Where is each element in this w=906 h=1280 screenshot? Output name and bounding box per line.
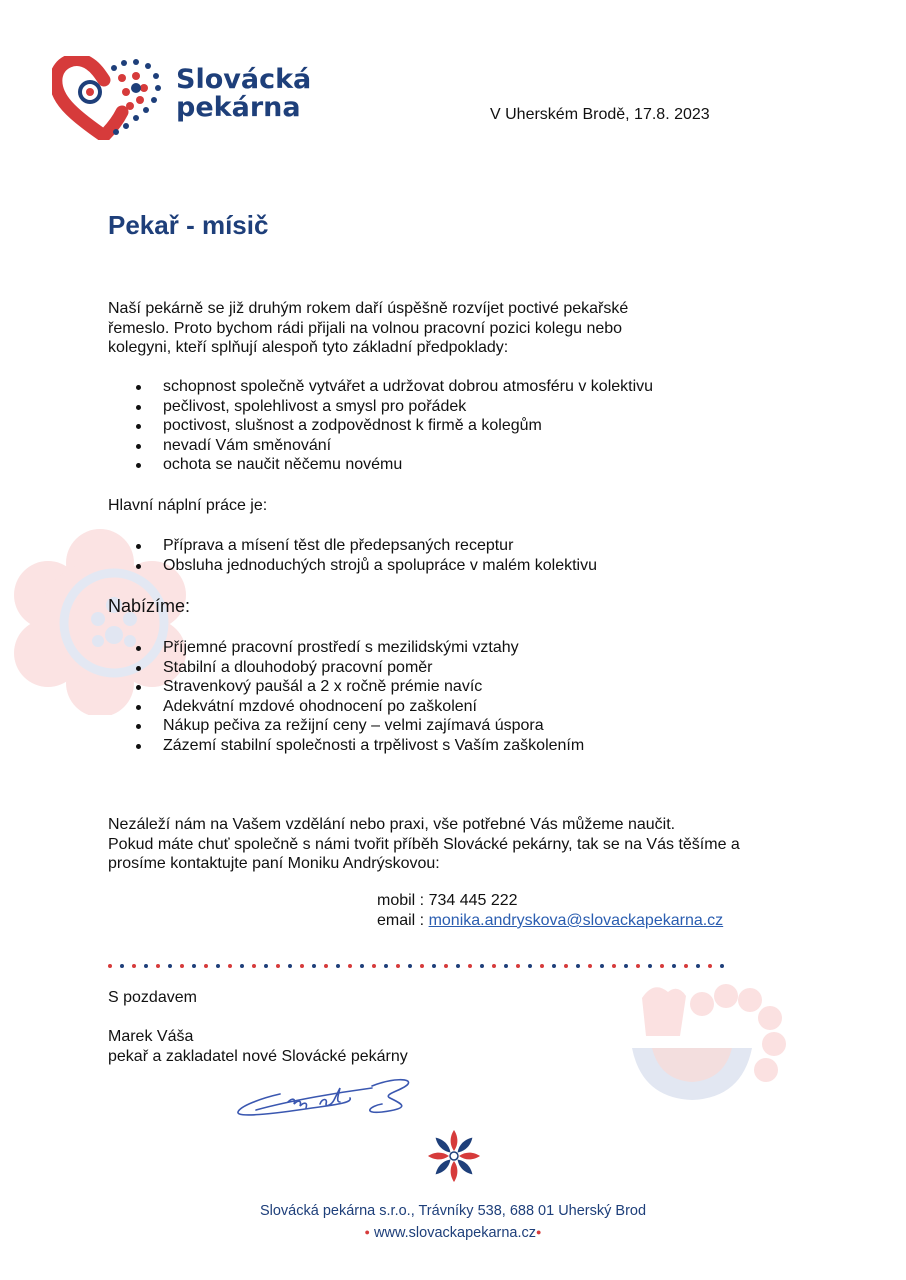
mobile-label: mobil : bbox=[377, 892, 429, 909]
duties-heading: Hlavní náplní práce je: bbox=[108, 497, 268, 514]
closing-line: prosíme kontaktujte paní Moniku Andrýskovou: bbox=[108, 855, 440, 872]
closing-line: Pokud máte chuť společně s námi tvořit příběh Slovácké pekárny, tak se na Vás těšíme a bbox=[108, 835, 740, 853]
divider-dot bbox=[432, 964, 436, 968]
logo-line2: pekárna bbox=[176, 92, 301, 123]
divider-dot bbox=[624, 964, 628, 968]
intro-line: kolegyni, kteří splňují alespoň tyto základní předpoklady: bbox=[108, 339, 509, 356]
list-item: Nákup pečiva za režijní ceny – velmi zajímavá úspora bbox=[108, 716, 584, 736]
divider-dot bbox=[696, 964, 700, 968]
divider-dot bbox=[408, 964, 412, 968]
divider-dot bbox=[252, 964, 256, 968]
divider-dot bbox=[684, 964, 688, 968]
list-item: Obsluha jednoduchých strojů a spolupráce v malém kolektivu bbox=[108, 556, 597, 576]
email-link[interactable]: monika.andryskova@slovackapekarna.cz bbox=[428, 912, 724, 929]
flower-petal bbox=[451, 1130, 458, 1151]
footer-web: www.slovackapekarna.cz bbox=[374, 1225, 537, 1241]
divider-dot bbox=[336, 964, 340, 968]
list-item: poctivost, slušnost a zodpovědnost k firmě a kolegům bbox=[108, 416, 653, 436]
divider-dot bbox=[144, 964, 148, 968]
closing-line: Nezáleží nám na Vašem vzdělání nebo praxi, vše potřebné Vás můžeme naučit. bbox=[108, 816, 676, 833]
divider-dot bbox=[660, 964, 664, 968]
divider-dot bbox=[360, 964, 364, 968]
list-item: ochota se naučit něčemu novému bbox=[108, 455, 653, 475]
divider-dot bbox=[504, 964, 508, 968]
list-item: Příprava a mísení těst dle předepsaných receptur bbox=[108, 536, 597, 556]
flower-ornament-icon bbox=[426, 1128, 482, 1184]
divider-dot bbox=[384, 964, 388, 968]
flower-petal bbox=[455, 1157, 475, 1177]
divider-dot bbox=[372, 964, 376, 968]
email-label: email : bbox=[377, 912, 429, 929]
footer-address: Slovácká pekárna s.r.o., Trávníky 538, 688 01 Uherský Brod bbox=[259, 1203, 647, 1219]
divider-dot bbox=[324, 964, 328, 968]
closing-paragraph bbox=[108, 815, 788, 874]
list-item: nevadí Vám směnování bbox=[108, 436, 653, 456]
flower-petal bbox=[433, 1157, 453, 1177]
list-item: Příjemné pracovní prostředí s mezilidskými vztahy bbox=[108, 638, 584, 658]
logo-heart-icon bbox=[52, 56, 164, 140]
divider-dot bbox=[192, 964, 196, 968]
divider-dot bbox=[444, 964, 448, 968]
divider-dot bbox=[180, 964, 184, 968]
divider-dot bbox=[492, 964, 496, 968]
contact-mobile bbox=[377, 891, 723, 911]
divider-dot bbox=[108, 964, 112, 968]
intro-line: Naší pekárně se již druhým rokem daří úspěšně rozvíjet poctivé pekařské bbox=[108, 300, 629, 317]
signer-title: pekař a zakladatel nové Slovácké pekárny bbox=[108, 1047, 408, 1065]
divider-dot bbox=[564, 964, 568, 968]
divider-dot bbox=[348, 964, 352, 968]
divider-dot bbox=[240, 964, 244, 968]
divider-dot bbox=[216, 964, 220, 968]
requirements-list bbox=[108, 377, 653, 475]
signer-block bbox=[108, 1027, 788, 1066]
divider-dot bbox=[456, 964, 460, 968]
divider-dot bbox=[276, 964, 280, 968]
greeting: S pozdavem bbox=[108, 989, 197, 1006]
divider-dot bbox=[300, 964, 304, 968]
page-title: Pekař - mísič bbox=[108, 210, 269, 240]
footer-dot-right: ● bbox=[536, 1227, 542, 1237]
divider-dot bbox=[420, 964, 424, 968]
handwritten-signature bbox=[232, 1072, 422, 1122]
flower-petal bbox=[451, 1161, 458, 1182]
list-item: Stravenkový paušál a 2 x ročně prémie navíc bbox=[108, 677, 584, 697]
dotted-divider bbox=[108, 962, 728, 970]
signer-name: Marek Váša bbox=[108, 1028, 194, 1045]
duties-list bbox=[108, 536, 597, 575]
divider-dot bbox=[132, 964, 136, 968]
flower-petal bbox=[428, 1153, 449, 1160]
flower-petal bbox=[459, 1153, 480, 1160]
divider-dot bbox=[288, 964, 292, 968]
divider-dot bbox=[228, 964, 232, 968]
divider-dot bbox=[156, 964, 160, 968]
offer-heading: Nabízíme: bbox=[108, 596, 191, 616]
list-item: schopnost společně vytvářet a udržovat dobrou atmosféru v kolektivu bbox=[108, 377, 653, 397]
offers-list bbox=[108, 638, 584, 756]
list-item: Adekvátní mzdové ohodnocení po zaškolení bbox=[108, 697, 584, 717]
divider-dot bbox=[612, 964, 616, 968]
letter-date: V Uherském Brodě, 17.8. 2023 bbox=[490, 106, 710, 123]
divider-dot bbox=[588, 964, 592, 968]
divider-dot bbox=[720, 964, 724, 968]
divider-dot bbox=[168, 964, 172, 968]
divider-dot bbox=[636, 964, 640, 968]
intro-paragraph bbox=[108, 299, 788, 358]
divider-dot bbox=[468, 964, 472, 968]
divider-dot bbox=[516, 964, 520, 968]
list-item: Stabilní a dlouhodobý pracovní poměr bbox=[108, 658, 584, 678]
logo-line1: Slovácká bbox=[176, 64, 312, 95]
divider-dot bbox=[396, 964, 400, 968]
divider-dot bbox=[672, 964, 676, 968]
mobile-number: 734 445 222 bbox=[428, 892, 518, 909]
divider-dot bbox=[264, 964, 268, 968]
divider-dot bbox=[600, 964, 604, 968]
logo-wordmark bbox=[176, 66, 311, 122]
contact-block bbox=[377, 891, 723, 931]
divider-dot bbox=[480, 964, 484, 968]
list-item: Zázemí stabilní společnosti a trpělivost s Vaším zaškolením bbox=[108, 736, 584, 756]
divider-dot bbox=[204, 964, 208, 968]
flower-petal bbox=[455, 1135, 475, 1155]
footer-dot-left: ● bbox=[364, 1227, 370, 1237]
footer-web-row bbox=[0, 1225, 906, 1241]
divider-dot bbox=[648, 964, 652, 968]
divider-dot bbox=[312, 964, 316, 968]
contact-email bbox=[377, 911, 723, 931]
divider-dot bbox=[120, 964, 124, 968]
divider-dot bbox=[528, 964, 532, 968]
divider-dot bbox=[576, 964, 580, 968]
divider-dot bbox=[540, 964, 544, 968]
list-item: pečlivost, spolehlivost a smysl pro pořádek bbox=[108, 397, 653, 417]
intro-line: řemeslo. Proto bychom rádi přijali na volnou pracovní pozici kolegu nebo bbox=[108, 319, 623, 337]
flower-petal bbox=[433, 1135, 453, 1155]
divider-dot bbox=[708, 964, 712, 968]
divider-dot bbox=[552, 964, 556, 968]
